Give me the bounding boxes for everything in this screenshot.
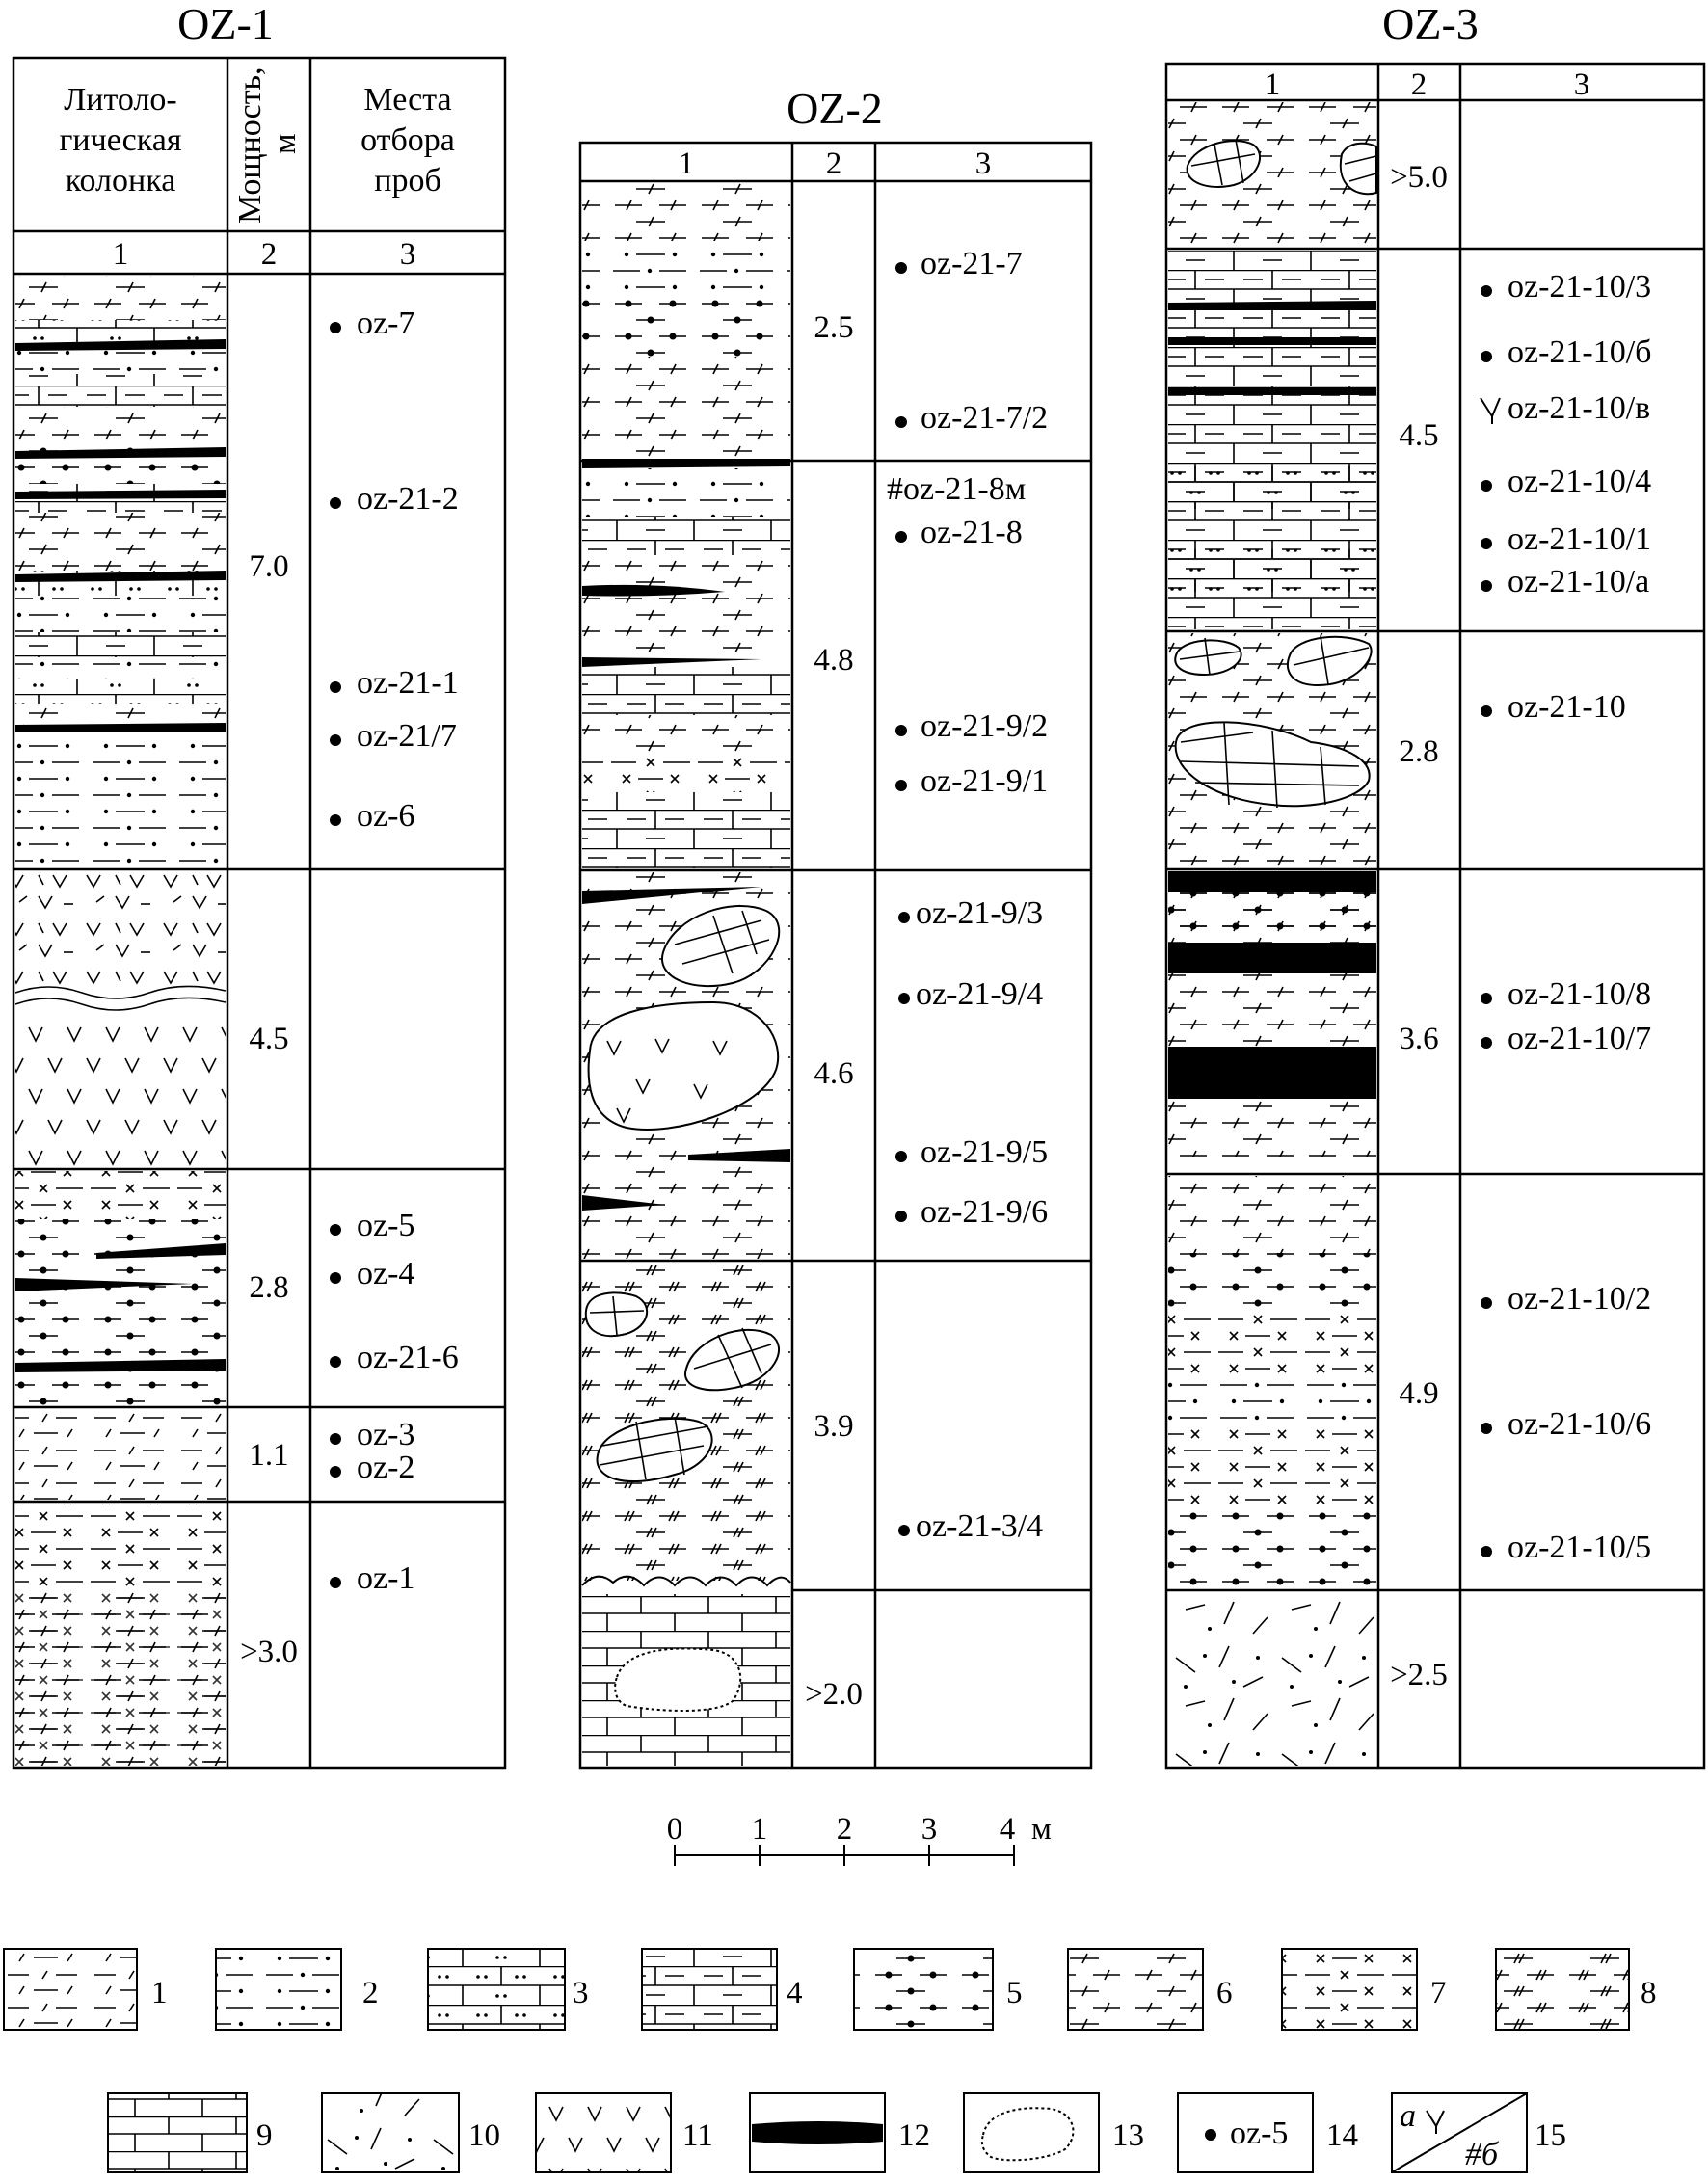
svg-text:7: 7 bbox=[1430, 1976, 1447, 2010]
scale-tick-label: 2 bbox=[836, 1812, 853, 1847]
sample-label: oz-21-3/4 bbox=[916, 1508, 1044, 1544]
sample-dot-icon bbox=[895, 725, 907, 736]
sample-dot-icon bbox=[895, 416, 907, 428]
sample-dot-icon bbox=[330, 1272, 341, 1284]
sample-label-hash: #oz-21-8м bbox=[887, 471, 1027, 507]
sample-dot-icon bbox=[330, 1577, 341, 1588]
sample-label: oz-21-10/5 bbox=[1508, 1530, 1652, 1565]
legend-item-14 bbox=[1178, 2093, 1358, 2172]
sample-label: oz-21-10/3 bbox=[1508, 269, 1652, 305]
sample-dot-icon bbox=[1481, 1546, 1492, 1557]
legend-item-5 bbox=[854, 1949, 1023, 2030]
sample-label: oz-21-10/a bbox=[1508, 564, 1650, 599]
svg-text:12: 12 bbox=[898, 2118, 930, 2153]
svg-text:4: 4 bbox=[787, 1976, 803, 2010]
oz1-thickness-3: 2.8 bbox=[249, 1270, 289, 1305]
sample-label: oz-21-10 bbox=[1508, 689, 1626, 725]
sample-dot-icon bbox=[1481, 580, 1492, 592]
legend-item-13 bbox=[964, 2093, 1144, 2172]
sample-label: oz-21-7/2 bbox=[921, 400, 1049, 436]
column-oz3 bbox=[1166, 0, 1704, 1768]
sample-label: oz-6 bbox=[357, 798, 415, 834]
oz3-thickness-5: 4.9 bbox=[1399, 1376, 1439, 1411]
sample-dot-icon bbox=[330, 814, 341, 826]
legend-item-3 bbox=[428, 1949, 589, 2030]
sample-label: oz-21-9/4 bbox=[916, 976, 1044, 1012]
oz1-litho-unit-2 bbox=[15, 871, 226, 1167]
oz2-thickness-2: 4.8 bbox=[814, 643, 854, 678]
legend-item-10 bbox=[322, 2093, 500, 2172]
legend-item-15 bbox=[1392, 2093, 1566, 2172]
sample-label: oz-21-10/2 bbox=[1508, 1281, 1652, 1317]
oz1-thickness-1: 7.0 bbox=[249, 549, 289, 584]
oz1-litho-unit-3 bbox=[15, 1171, 226, 1405]
oz3-samples bbox=[1481, 269, 1651, 1565]
scale-bar bbox=[667, 1812, 1052, 1866]
sample-dot-icon bbox=[330, 1433, 341, 1445]
sample-label: oz-21-2 bbox=[357, 481, 459, 517]
oz3-thickness-6: >2.5 bbox=[1390, 1658, 1448, 1692]
oz2-samples bbox=[887, 246, 1048, 1544]
oz2-colnum-2: 2 bbox=[825, 146, 842, 181]
oz2-thickness-4: 3.9 bbox=[814, 1409, 854, 1444]
sample-label: oz-2 bbox=[357, 1450, 415, 1485]
oz3-thickness-1: >5.0 bbox=[1390, 160, 1448, 195]
sample-dot-icon bbox=[1481, 285, 1492, 297]
oz3-thickness-4: 3.6 bbox=[1399, 1022, 1439, 1056]
svg-text:5: 5 bbox=[1006, 1976, 1023, 2010]
oz1-colnum-3: 3 bbox=[399, 237, 416, 272]
oz1-thickness-2: 4.5 bbox=[249, 1022, 289, 1056]
oz1-header-samples-3: проб bbox=[374, 163, 441, 199]
svg-text:а: а bbox=[1400, 2098, 1416, 2134]
oz2-litho-unit-5 bbox=[582, 1594, 790, 1766]
sample-dot-icon bbox=[895, 531, 907, 543]
legend-item-4 bbox=[642, 1949, 803, 2030]
oz3-litho-unit-5 bbox=[1168, 1176, 1376, 1588]
legend-item-7 bbox=[1282, 1949, 1447, 2030]
scale-tick-label: 1 bbox=[751, 1812, 768, 1847]
oz3-thickness-2: 4.5 bbox=[1399, 418, 1439, 453]
oz1-thickness-4: 1.1 bbox=[249, 1438, 289, 1473]
sample-petro-icon bbox=[1481, 398, 1500, 424]
oz2-thickness-5: >2.0 bbox=[805, 1677, 863, 1712]
sample-dot-icon bbox=[895, 1211, 907, 1222]
column-oz2 bbox=[580, 84, 1091, 1768]
sample-dot-icon bbox=[330, 734, 341, 746]
sample-label: oz-21-9/6 bbox=[921, 1194, 1049, 1230]
legend-item-12 bbox=[750, 2093, 930, 2172]
sample-label: oz-21-7 bbox=[921, 246, 1023, 281]
legend-item-1 bbox=[4, 1949, 168, 2030]
sample-dot-icon bbox=[1481, 1037, 1492, 1049]
sample-label: oz-21-10/7 bbox=[1508, 1021, 1652, 1056]
oz2-litho-unit-2 bbox=[582, 459, 790, 868]
sample-label: oz-4 bbox=[357, 1256, 415, 1291]
sample-label: oz-21-9/5 bbox=[921, 1134, 1049, 1170]
sample-dot-icon bbox=[898, 912, 910, 923]
oz1-title: OZ-1 bbox=[177, 0, 274, 48]
sample-label: oz-21-10/4 bbox=[1508, 464, 1652, 499]
oz3-litho-unit-4 bbox=[1168, 871, 1376, 1157]
sample-dot-icon bbox=[1481, 705, 1492, 717]
sample-dot-icon bbox=[898, 993, 910, 1004]
sample-dot-icon bbox=[1481, 1297, 1492, 1309]
scale-tick-label: 0 bbox=[666, 1812, 683, 1847]
sample-label: oz-7 bbox=[357, 306, 415, 341]
sample-dot-icon bbox=[895, 780, 907, 791]
legend-item-2 bbox=[216, 1949, 379, 2030]
svg-text:oz-5: oz-5 bbox=[1230, 2116, 1289, 2151]
sample-label: oz-21-6 bbox=[357, 1340, 459, 1375]
oz2-title: OZ-2 bbox=[787, 84, 883, 133]
oz1-litho-unit-1 bbox=[15, 276, 226, 867]
sample-label: oz-21-8 bbox=[921, 515, 1023, 550]
oz2-litho-unit-3 bbox=[582, 872, 790, 1259]
oz1-header-lithology-3: колонка bbox=[65, 163, 176, 199]
scale-tick-label: 4 bbox=[999, 1812, 1016, 1847]
sample-label: oz-21-10/8 bbox=[1508, 976, 1652, 1012]
legend bbox=[4, 1949, 1657, 2172]
sample-dot-icon bbox=[1481, 538, 1492, 549]
sample-dot-icon bbox=[1205, 2129, 1216, 2141]
oz2-litho-unit-1 bbox=[582, 183, 790, 459]
svg-text:#б: #б bbox=[1465, 2137, 1499, 2172]
oz3-colnum-1: 1 bbox=[1264, 67, 1281, 102]
oz2-litho-unit-4 bbox=[582, 1263, 790, 1585]
sample-dot-icon bbox=[330, 322, 341, 333]
oz3-litho-unit-1 bbox=[1168, 102, 1376, 247]
sample-dot-icon bbox=[330, 681, 341, 693]
sample-dot-icon bbox=[330, 1224, 341, 1236]
oz3-title: OZ-3 bbox=[1382, 0, 1479, 48]
svg-text:13: 13 bbox=[1112, 2118, 1144, 2153]
sample-dot-icon bbox=[1481, 993, 1492, 1004]
oz3-colnum-3: 3 bbox=[1573, 67, 1590, 102]
legend-item-11 bbox=[536, 2093, 713, 2172]
sample-dot-icon bbox=[1481, 1423, 1492, 1434]
sample-label: oz-21-10/в bbox=[1508, 390, 1651, 426]
oz1-header-thickness-unit: м bbox=[267, 133, 303, 154]
oz1-header-thickness: Мощность, bbox=[232, 67, 268, 224]
oz1-header-lithology: Литоло- bbox=[64, 82, 177, 118]
oz2-colnum-3: 3 bbox=[974, 146, 992, 181]
oz3-litho-unit-6 bbox=[1168, 1592, 1376, 1766]
sample-label: oz-21-1 bbox=[357, 665, 459, 701]
oz3-litho-unit-2 bbox=[1168, 251, 1376, 629]
sample-label: oz-3 bbox=[357, 1417, 415, 1452]
svg-text:8: 8 bbox=[1641, 1976, 1657, 2010]
sample-dot-icon bbox=[1481, 351, 1492, 362]
oz1-thickness-5: >3.0 bbox=[240, 1635, 298, 1669]
legend-item-9 bbox=[108, 2093, 273, 2172]
oz2-thickness-3: 4.6 bbox=[814, 1056, 854, 1091]
column-oz1 bbox=[13, 0, 505, 1768]
oz1-samples bbox=[330, 306, 459, 1596]
svg-text:15: 15 bbox=[1535, 2118, 1566, 2153]
sample-label: oz-21-9/3 bbox=[916, 895, 1044, 931]
sample-label: oz-21-10/б bbox=[1508, 334, 1652, 370]
sample-label: oz-1 bbox=[357, 1560, 415, 1596]
sample-label: oz-21-10/1 bbox=[1508, 521, 1652, 557]
svg-text:3: 3 bbox=[573, 1976, 589, 2010]
sample-label: oz-21-10/6 bbox=[1508, 1406, 1652, 1442]
oz2-thickness-1: 2.5 bbox=[814, 310, 854, 345]
oz3-colnum-2: 2 bbox=[1410, 67, 1428, 102]
oz1-litho-unit-4 bbox=[15, 1409, 226, 1500]
sample-dot-icon bbox=[898, 1525, 910, 1536]
svg-text:1: 1 bbox=[151, 1976, 168, 2010]
oz1-header-samples-2: отбора bbox=[360, 122, 455, 158]
legend-item-8 bbox=[1496, 1949, 1657, 2030]
oz1-colnum-1: 1 bbox=[112, 237, 129, 272]
sample-dot-icon bbox=[330, 1356, 341, 1368]
svg-text:2: 2 bbox=[362, 1976, 379, 2010]
oz3-thickness-3: 2.8 bbox=[1399, 734, 1439, 769]
oz1-header-lithology-2: гическая bbox=[59, 122, 182, 158]
oz1-header-samples: Места bbox=[363, 82, 452, 118]
svg-text:10: 10 bbox=[468, 2118, 500, 2153]
svg-text:9: 9 bbox=[256, 2118, 273, 2153]
oz2-colnum-1: 1 bbox=[678, 146, 695, 181]
sample-dot-icon bbox=[330, 497, 341, 509]
oz3-litho-unit-3 bbox=[1168, 633, 1376, 867]
sample-dot-icon bbox=[330, 1466, 341, 1478]
sample-label: oz-21/7 bbox=[357, 718, 457, 754]
legend-item-6 bbox=[1068, 1949, 1233, 2030]
sample-dot-icon bbox=[1481, 480, 1492, 492]
sample-label: oz-5 bbox=[357, 1208, 415, 1243]
svg-text:6: 6 bbox=[1216, 1976, 1233, 2010]
sample-dot-icon bbox=[895, 1151, 907, 1162]
scale-tick-label: 3 bbox=[921, 1812, 938, 1847]
svg-text:14: 14 bbox=[1326, 2118, 1358, 2153]
sample-label: oz-21-9/2 bbox=[921, 708, 1049, 744]
sample-dot-icon bbox=[895, 262, 907, 274]
oz1-colnum-2: 2 bbox=[260, 237, 278, 272]
scale-unit: м bbox=[1031, 1812, 1052, 1847]
svg-text:11: 11 bbox=[682, 2118, 713, 2153]
oz1-litho-unit-5 bbox=[15, 1504, 226, 1766]
sample-label: oz-21-9/1 bbox=[921, 763, 1049, 799]
